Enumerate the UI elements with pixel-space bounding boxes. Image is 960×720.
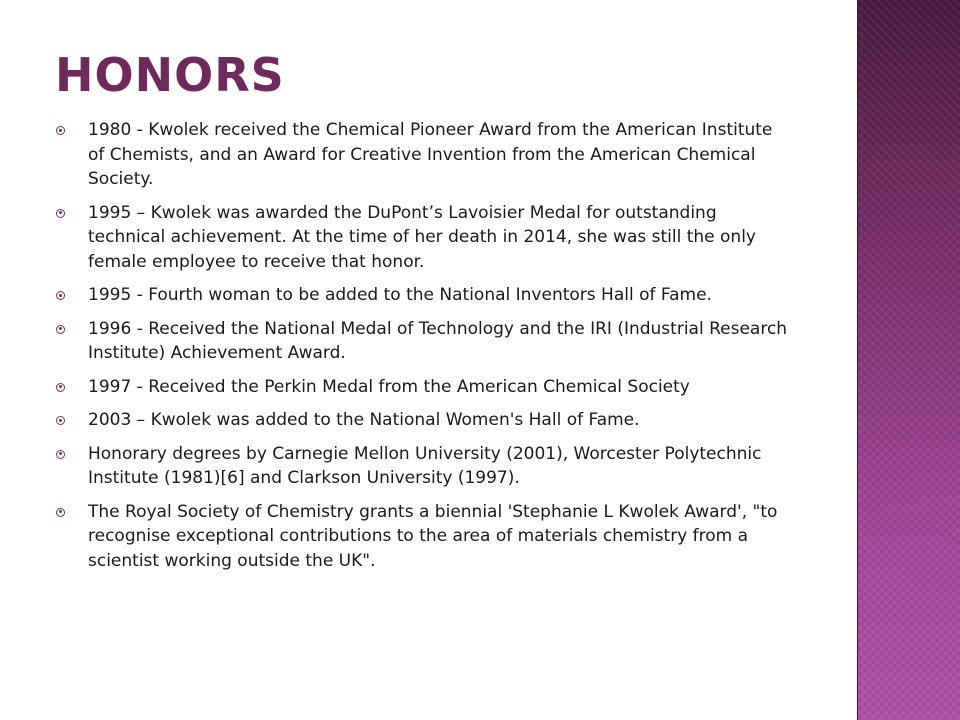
- list-item-text: 1997 - Received the Perkin Medal from the American Chemical Society: [88, 376, 690, 397]
- list-item-text: Honorary degrees by Carnegie Mellon University (2001), Worcester Polytechnic Institute (1981)[6] and Clarkson University (1997).: [88, 443, 762, 488]
- bullet-icon: [56, 416, 65, 425]
- list-item: [56, 408, 792, 433]
- bullet-icon: [56, 325, 65, 334]
- slide-title: HONORS: [55, 48, 285, 102]
- bullet-icon: [56, 450, 65, 459]
- list-item-text: 1995 - Fourth woman to be added to the National Inventors Hall of Fame.: [88, 285, 712, 305]
- bullet-icon: [56, 291, 65, 300]
- list-item: [56, 500, 792, 574]
- list-item: [56, 118, 792, 192]
- bullet-icon: [56, 209, 65, 218]
- bullet-icon: [56, 508, 65, 517]
- list-item-text: 2003 – Kwolek was added to the National Women's Hall of Fame.: [88, 410, 640, 430]
- list-item-text: 1980 - Kwolek received the Chemical Pioneer Award from the American Institute of Chemists, and an Award for Creative Invention from the American Chemical Society.: [88, 120, 773, 189]
- list-item: [56, 201, 792, 275]
- bullet-list: [56, 118, 792, 582]
- list-item-text: 1996 - Received the National Medal of Technology and the IRI (Industrial Research Institute) Achievement Award.: [88, 318, 788, 363]
- decorative-side-band: [857, 0, 960, 720]
- list-item: [56, 442, 792, 491]
- list-item: [56, 317, 792, 366]
- bullet-icon: [56, 383, 65, 392]
- list-item: [56, 375, 792, 400]
- bullet-icon: [56, 126, 65, 135]
- list-item-text: 1995 – Kwolek was awarded the DuPont’s Lavoisier Medal for outstanding technical achievement. At the time of her death in 2014, she was still the only female employee to receive that honor.: [88, 202, 756, 272]
- list-item: [56, 283, 792, 308]
- list-item-text: The Royal Society of Chemistry grants a biennial 'Stephanie L Kwolek Award', "to recognise exceptional contributions to the area of materials chemistry from a scientist working outside the UK".: [88, 501, 778, 571]
